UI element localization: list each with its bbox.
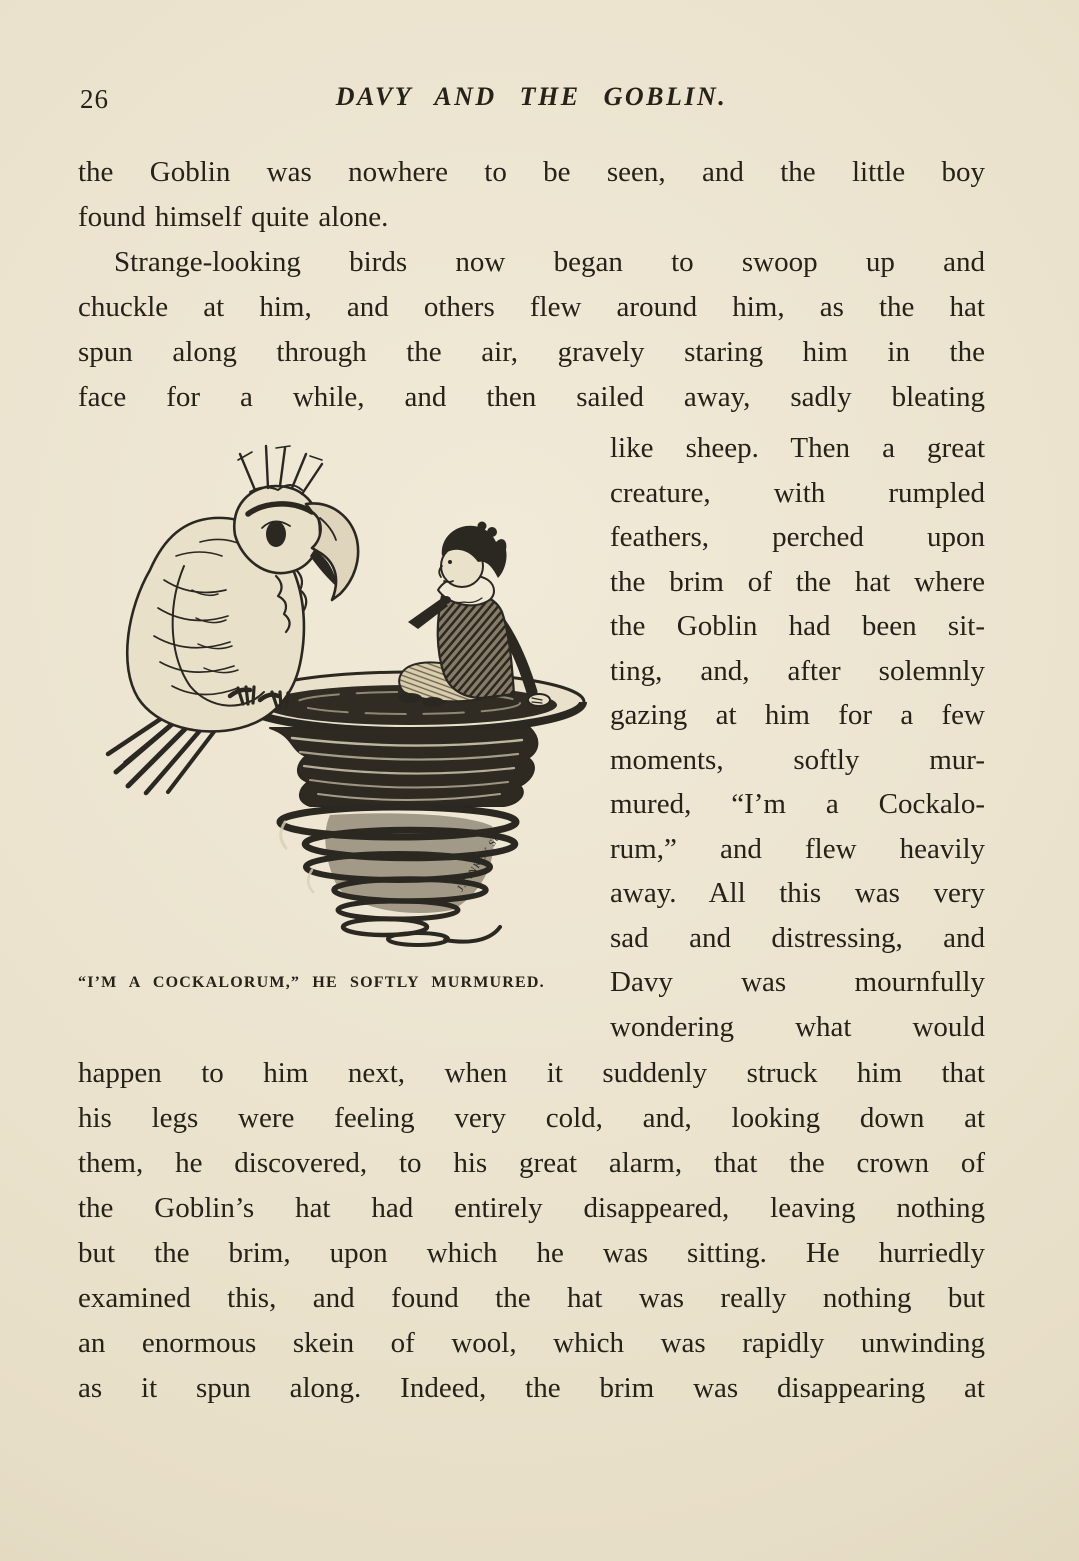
text-line: but the brim, upon which he was sitting. He hurriedly: [78, 1237, 985, 1269]
page-number: 26: [80, 84, 109, 114]
text-line: sad and distressing, and: [610, 921, 985, 954]
illustration-and-text-row: [78, 426, 985, 1049]
text-line: found himself quite alone.: [78, 201, 389, 233]
running-title: DAVY AND THE GOBLIN.: [335, 82, 728, 111]
text-line: moments, softly mur-: [610, 743, 985, 776]
text-line: examined this, and found the hat was really nothing but: [78, 1282, 985, 1314]
davy-boy: [398, 522, 550, 708]
illustration-figure: [78, 426, 610, 1049]
text-line: face for a while, and then sailed away, sadly bleating: [78, 381, 985, 413]
text-line: Strange-looking birds now began to swoop up and: [114, 246, 985, 278]
paragraph-2: [78, 240, 985, 420]
cockalorum-engraving: [80, 426, 600, 964]
text-line: the brim of the hat where: [610, 565, 985, 598]
text-line: mured, “I’m a Cockalo-: [610, 788, 985, 820]
engraver-signature: J.TINKEY Sc.: [455, 829, 505, 894]
text-line: Davy was mournfully: [610, 966, 985, 998]
text-line: the Goblin was nowhere to be seen, and the little boy: [78, 156, 985, 188]
text-line: the Goblin had been sit-: [610, 610, 985, 642]
paragraph-1: [78, 150, 985, 240]
page-header: [78, 82, 985, 120]
right-column-text: [610, 426, 985, 1049]
text-line: like sheep. Then a great: [610, 432, 985, 464]
text-line: away. All this was very: [610, 877, 985, 909]
text-line: them, he discovered, to his great alarm, that the crown of: [78, 1147, 985, 1179]
text-line: gazing at him for a few: [610, 699, 985, 731]
text-line: chuckle at him, and others flew around him, as the hat: [78, 291, 985, 323]
text-line: spun along through the air, gravely staring him in the: [78, 336, 985, 368]
text-line: the Goblin’s hat had entirely disappeared, leaving nothing: [78, 1192, 985, 1224]
text-line: as it spun along. Indeed, the brim was disappearing at: [78, 1372, 985, 1404]
text-line: rum,” and flew heavily: [610, 832, 985, 865]
text-line: wondering what would: [610, 1010, 985, 1043]
text-line: happen to him next, when it suddenly struck him that: [78, 1057, 985, 1089]
text-line: feathers, perched upon: [610, 521, 985, 553]
text-line: his legs were feeling very cold, and, looking down at: [78, 1102, 985, 1134]
illustration-caption: “I’M A COCKALORUM,” HE SOFTLY MURMURED.: [78, 974, 545, 991]
paragraph-3: [78, 1051, 985, 1411]
text-line: ting, and, after solemnly: [610, 654, 985, 687]
text-line: creature, with rumpled: [610, 476, 985, 509]
text-line: an enormous skein of wool, which was rapidly unwinding: [78, 1327, 985, 1359]
